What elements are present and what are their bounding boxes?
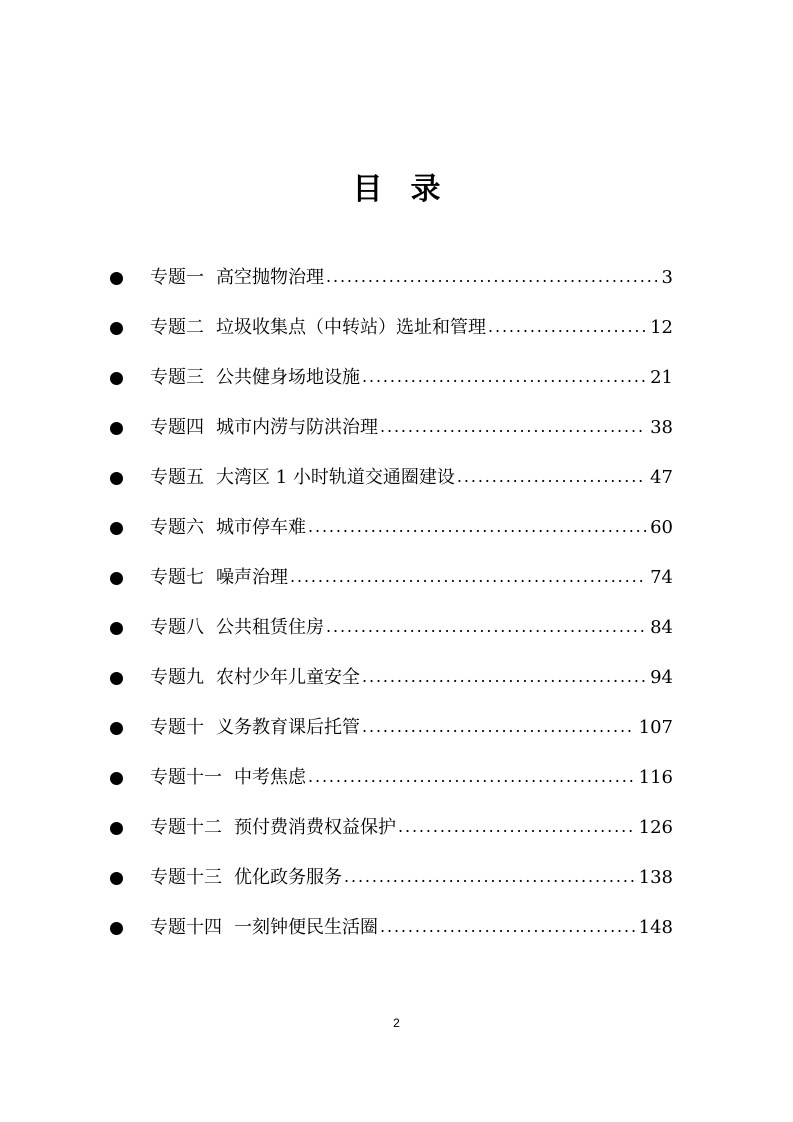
toc-entry-topic: 城市停车难 [216,517,306,538]
toc-entry-page: 138 [638,867,673,888]
toc-entry-page: 12 [650,317,673,338]
toc-entry-page: 116 [638,767,673,788]
toc-entry[interactable] [110,553,673,603]
toc-entry-page: 3 [661,267,673,288]
toc-entry-label: 专题四 [150,417,204,438]
toc-entry[interactable] [110,903,673,953]
toc-entry-label: 专题六 [150,517,204,538]
toc-entry-topic: 一刻钟便民生活圈 [234,917,378,938]
dot-leader [326,252,657,302]
toc-entry-topic: 垃圾收集点（中转站）选址和管理 [216,317,486,338]
toc-entry[interactable] [110,803,673,853]
toc-entry-page: 107 [638,717,673,738]
toc-entry-page: 47 [650,467,673,488]
toc-entry-topic: 城市内涝与防洪治理 [216,417,378,438]
toc-entry-label: 专题一 [150,267,204,288]
toc-entry-topic: 农村少年儿童安全 [216,667,360,688]
toc-entry-page: 38 [650,417,673,438]
toc-entry-label: 专题十二 [150,817,222,838]
dot-leader [457,452,646,502]
toc-entry[interactable] [110,303,673,353]
toc-entry-label: 专题二 [150,317,204,338]
toc-entry-topic: 义务教育课后托管 [216,717,360,738]
toc-entry-page: 94 [650,667,673,688]
bullet-icon [110,722,123,735]
dot-leader [380,402,646,452]
toc-entry[interactable] [110,253,673,303]
bullet-icon [110,572,123,585]
toc-entry-label: 专题十 [150,717,204,738]
toc-entry-topic: 优化政务服务 [234,867,342,888]
bullet-icon [110,322,123,335]
toc-entry[interactable] [110,503,673,553]
toc-entry[interactable] [110,603,673,653]
toc-entry-topic: 中考焦虑 [234,767,306,788]
dot-leader [308,502,646,552]
toc-entry[interactable] [110,353,673,403]
toc-entry[interactable] [110,653,673,703]
bullet-icon [110,822,123,835]
bullet-icon [110,922,123,935]
bullet-icon [110,422,123,435]
bullet-icon [110,372,123,385]
page-number: 2 [393,1016,400,1030]
toc-entry-topic: 公共健身场地设施 [216,367,360,388]
bullet-icon [110,622,123,635]
toc-entry-label: 专题十三 [150,867,222,888]
dot-leader [488,302,646,352]
bullet-icon [110,672,123,685]
dot-leader [290,552,646,602]
toc-entry-label: 专题九 [150,667,204,688]
toc-entry-page: 148 [638,917,673,938]
toc-entry-topic: 噪声治理 [216,567,288,588]
toc-entry-label: 专题十四 [150,917,222,938]
dot-leader [344,852,635,902]
toc-entry-topic: 预付费消费权益保护 [234,817,396,838]
toc-entry-label: 专题十一 [150,767,222,788]
toc-entry-page: 84 [650,617,673,638]
toc-entry-label: 专题三 [150,367,204,388]
table-of-contents [110,253,673,953]
bullet-icon [110,472,123,485]
toc-entry[interactable] [110,453,673,503]
dot-leader [362,652,646,702]
bullet-icon [110,872,123,885]
toc-entry-label: 专题五 [150,467,204,488]
toc-entry-topic: 公共租赁住房 [216,617,324,638]
bullet-icon [110,772,123,785]
toc-entry-label: 专题八 [150,617,204,638]
bullet-icon [110,272,123,285]
toc-entry[interactable] [110,753,673,803]
dot-leader [380,902,635,952]
dot-leader [326,602,646,652]
dot-leader [398,802,635,852]
toc-entry-page: 60 [650,517,673,538]
toc-entry[interactable] [110,403,673,453]
toc-entry-label: 专题七 [150,567,204,588]
toc-entry[interactable] [110,703,673,753]
dot-leader [362,352,646,402]
bullet-icon [110,522,123,535]
toc-entry-topic: 高空抛物治理 [216,267,324,288]
toc-entry[interactable] [110,853,673,903]
dot-leader [362,702,635,752]
toc-entry-page: 21 [650,367,673,388]
page-title: 目录 [352,172,469,207]
toc-entry-page: 74 [650,567,673,588]
toc-entry-topic: 大湾区 1 小时轨道交通圈建设 [216,467,455,488]
toc-entry-page: 126 [638,817,673,838]
dot-leader [308,752,635,802]
